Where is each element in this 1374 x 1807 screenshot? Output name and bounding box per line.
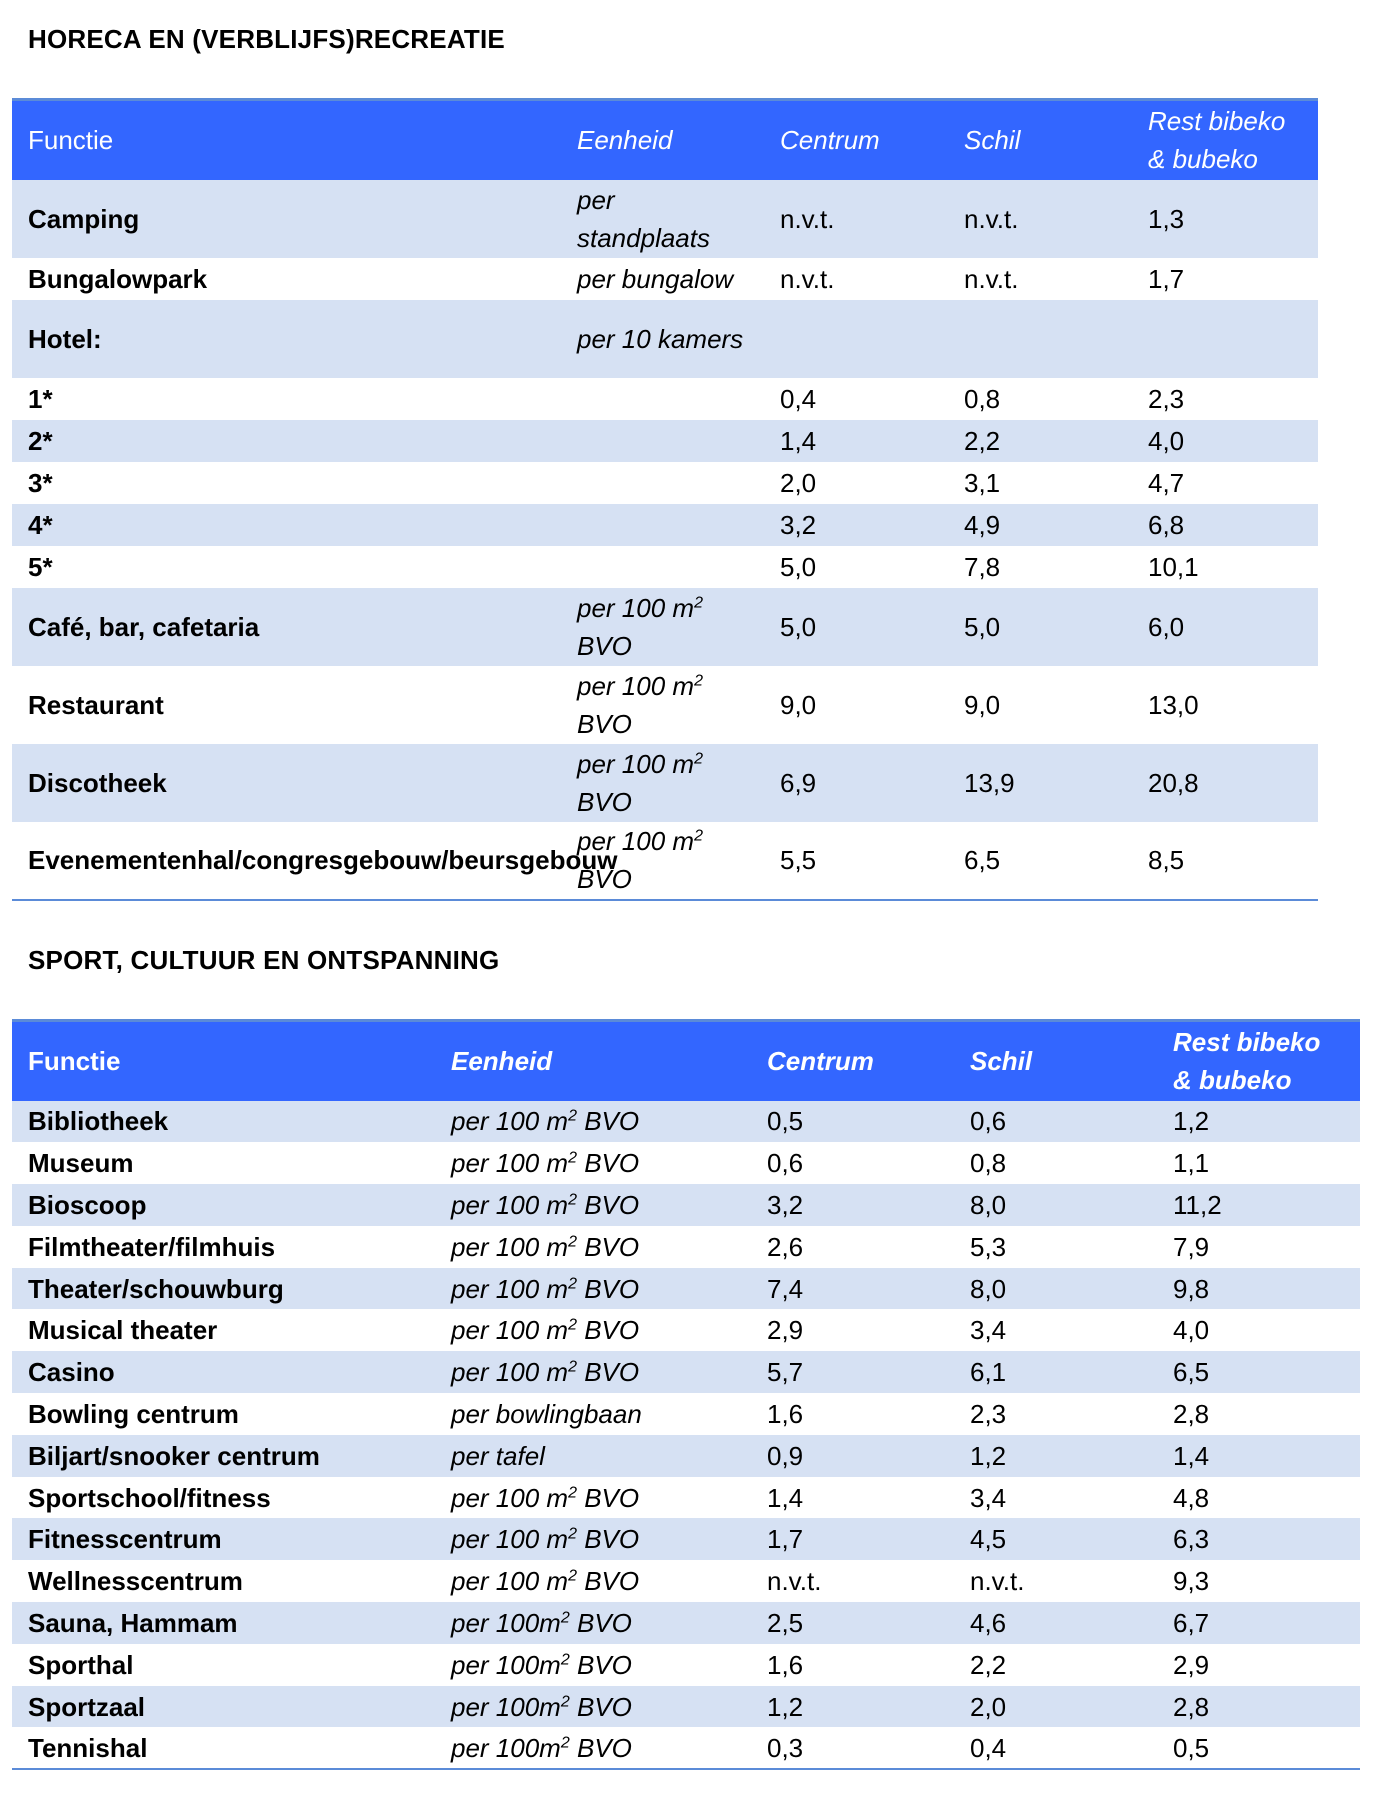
cell-centrum: 0,6 [767, 1148, 804, 1179]
cell-functie: Casino [28, 1357, 115, 1388]
cell-centrum: 7,4 [767, 1273, 804, 1304]
table-row [12, 1226, 1360, 1268]
header-functie: Functie [28, 125, 114, 156]
cell-eenheid [435, 1518, 751, 1560]
unit-text-suffix: BVO [577, 864, 632, 894]
cell-centrum: 5,0 [780, 611, 817, 642]
section-title-sport: SPORT, CULTUUR EN ONTSPANNING [28, 945, 500, 975]
unit-superscript: 2 [560, 1734, 570, 1752]
cell-schil: 5,3 [970, 1231, 1007, 1262]
header-eenheid: Eenheid [577, 125, 673, 156]
unit-text-suffix: BVO [569, 1691, 632, 1722]
unit-text: per 100 m [451, 1189, 569, 1220]
cell-centrum [764, 300, 948, 378]
cell-functie: Bowling centrum [28, 1398, 239, 1429]
cell-rest: 11,2 [1173, 1189, 1222, 1220]
unit-superscript: 2 [568, 1316, 577, 1334]
cell-schil: 6,1 [970, 1357, 1007, 1388]
header-centrum: Centrum [780, 125, 880, 156]
cell-rest: 20,8 [1148, 767, 1199, 798]
header-rest: Rest bibeko & bubeko [1148, 106, 1286, 175]
cell-functie: Bioscoop [28, 1189, 147, 1220]
cell-functie: Biljart/snooker centrum [28, 1440, 320, 1471]
cell-centrum: 3,2 [780, 509, 817, 540]
unit-text-suffix: BVO [576, 1524, 640, 1555]
unit-text: per 100 m [451, 1524, 569, 1555]
cell-rest: 9,8 [1173, 1273, 1210, 1304]
cell-eenheid [435, 1393, 751, 1435]
unit-superscript: 2 [568, 1107, 577, 1125]
unit-text-suffix: BVO [576, 1273, 640, 1304]
section-title-horeca: HORECA EN (VERBLIJFS)RECREATIE [28, 24, 505, 54]
unit-text: per 10 kamers [577, 323, 744, 354]
cell-eenheid [561, 420, 764, 462]
cell-centrum: n.v.t. [780, 203, 835, 234]
table-row [12, 666, 1318, 744]
table-row [12, 300, 1318, 378]
unit-text: per 100 m [577, 670, 695, 701]
table-row [12, 1393, 1360, 1435]
cell-rest: 1,2 [1173, 1106, 1210, 1137]
table-horeca [12, 98, 1318, 901]
table-row [12, 1518, 1360, 1560]
unit-text: per 100 m [451, 1566, 569, 1597]
table-header-row [12, 1021, 1360, 1101]
cell-eenheid [435, 1226, 751, 1268]
unit-text: per 100m [451, 1649, 561, 1680]
cell-functie: Bungalowpark [28, 263, 208, 294]
cell-centrum: 2,0 [780, 467, 817, 498]
cell-centrum: 9,0 [780, 689, 817, 720]
cell-eenheid [435, 1560, 751, 1602]
unit-text-suffix: BVO [576, 1482, 640, 1513]
table-row [12, 1309, 1360, 1351]
cell-schil: 4,6 [970, 1607, 1007, 1638]
cell-functie: Fitnesscentrum [28, 1524, 222, 1555]
cell-eenheid [561, 180, 764, 258]
cell-functie: Theater/schouwburg [28, 1273, 284, 1304]
table-row [12, 462, 1318, 504]
table-header-row [12, 100, 1318, 180]
cell-rest: 4,0 [1148, 425, 1185, 456]
unit-text-suffix: BVO [577, 786, 632, 817]
cell-centrum: 0,9 [767, 1440, 804, 1471]
cell-centrum: 5,5 [780, 845, 817, 875]
table-row [12, 1686, 1360, 1728]
cell-rest: 7,9 [1173, 1231, 1210, 1262]
table-row [12, 180, 1318, 258]
cell-functie: Wellnesscentrum [28, 1566, 243, 1597]
unit-text: per 100 m [577, 748, 695, 779]
cell-rest: 4,8 [1173, 1482, 1210, 1513]
unit-superscript: 2 [568, 1567, 577, 1585]
cell-functie: Sporthal [28, 1649, 134, 1680]
unit-superscript: 2 [560, 1609, 570, 1627]
cell-functie: Discotheek [28, 767, 167, 798]
cell-rest: 6,3 [1173, 1524, 1210, 1555]
cell-rest: 2,9 [1173, 1649, 1210, 1680]
unit-text: per 100 m [451, 1273, 569, 1304]
table-row [12, 1184, 1360, 1226]
cell-eenheid [435, 1268, 751, 1310]
unit-superscript: 2 [560, 1651, 570, 1669]
cell-eenheid [561, 300, 764, 378]
cell-schil: 9,0 [964, 689, 1001, 720]
cell-schil: n.v.t. [964, 203, 1019, 234]
table-row [12, 258, 1318, 300]
cell-schil: 2,2 [964, 425, 1001, 456]
unit-text: per 100 m [451, 1231, 569, 1262]
cell-schil: 4,9 [964, 509, 1001, 540]
cell-rest: 8,5 [1148, 845, 1185, 875]
cell-eenheid [561, 666, 764, 744]
unit-text: per 100 m [577, 826, 695, 856]
unit-superscript: 2 [560, 1692, 570, 1710]
cell-centrum: 2,6 [767, 1231, 804, 1262]
unit-text: per standplaats [577, 184, 710, 253]
cell-functie: Musical theater [28, 1315, 218, 1346]
cell-functie: Tennishal [28, 1732, 148, 1763]
table-row [12, 1560, 1360, 1602]
table-row [12, 1101, 1360, 1143]
cell-eenheid [435, 1602, 751, 1644]
cell-eenheid [561, 462, 764, 504]
cell-functie: 3* [28, 467, 53, 498]
cell-schil: 0,6 [970, 1106, 1007, 1137]
table-row [12, 588, 1318, 666]
cell-centrum: 0,4 [780, 383, 817, 414]
cell-schil: 2,2 [970, 1649, 1007, 1680]
table-row [12, 1268, 1360, 1310]
cell-centrum: 2,9 [767, 1315, 804, 1346]
unit-superscript: 2 [568, 1274, 577, 1292]
cell-centrum: 2,5 [767, 1607, 804, 1638]
unit-text: per 100m [451, 1732, 561, 1763]
cell-functie: Restaurant [28, 689, 164, 720]
cell-schil: 3,1 [964, 467, 1001, 498]
cell-eenheid [435, 1309, 751, 1351]
table-row [12, 504, 1318, 546]
unit-text: per 100m [451, 1691, 561, 1722]
cell-rest: 1,3 [1148, 203, 1185, 234]
table-row [12, 822, 1318, 900]
unit-superscript: 2 [694, 827, 703, 845]
unit-text-suffix: BVO [569, 1607, 632, 1638]
cell-schil: 8,0 [970, 1273, 1007, 1304]
cell-functie: 1* [28, 383, 53, 414]
cell-eenheid [561, 546, 764, 588]
header-functie: Functie [28, 1046, 121, 1077]
table-sport [12, 1019, 1360, 1770]
cell-rest [1132, 300, 1318, 378]
cell-eenheid [435, 1644, 751, 1686]
unit-text-suffix: BVO [576, 1148, 640, 1179]
cell-functie: Sauna, Hammam [28, 1607, 238, 1638]
cell-functie: Bibliotheek [28, 1106, 169, 1137]
cell-eenheid [561, 258, 764, 300]
cell-centrum: 1,4 [767, 1482, 804, 1513]
cell-eenheid [435, 1142, 751, 1184]
cell-centrum: n.v.t. [780, 263, 835, 294]
unit-superscript: 2 [568, 1483, 577, 1501]
cell-functie: Museum [28, 1148, 134, 1179]
cell-schil: 3,4 [970, 1315, 1007, 1346]
cell-rest: 6,8 [1148, 509, 1185, 540]
unit-superscript: 2 [568, 1233, 577, 1251]
table-row [12, 1477, 1360, 1519]
unit-text-suffix: BVO [569, 1649, 632, 1680]
unit-text-suffix: BVO [576, 1566, 640, 1597]
cell-centrum: 0,3 [767, 1732, 804, 1763]
table-row [12, 1435, 1360, 1477]
cell-functie: 4* [28, 509, 53, 540]
cell-centrum: 5,7 [767, 1357, 804, 1388]
unit-superscript: 2 [568, 1149, 577, 1167]
table-row [12, 420, 1318, 462]
cell-centrum: n.v.t. [767, 1566, 822, 1597]
unit-superscript: 2 [694, 749, 703, 767]
header-schil: Schil [964, 125, 1021, 156]
cell-functie: 5* [28, 551, 53, 582]
unit-text-suffix: BVO [577, 708, 632, 739]
cell-rest: 1,7 [1148, 263, 1185, 294]
cell-rest: 6,5 [1173, 1357, 1210, 1388]
cell-schil: 5,0 [964, 611, 1001, 642]
unit-text-suffix: BVO [576, 1106, 640, 1137]
cell-functie: Café, bar, cafetaria [28, 611, 260, 642]
cell-eenheid [561, 744, 764, 822]
cell-schil: 0,8 [970, 1148, 1007, 1179]
cell-rest: 13,0 [1148, 689, 1199, 720]
cell-functie: Sportzaal [28, 1691, 146, 1722]
cell-schil: n.v.t. [970, 1566, 1025, 1597]
cell-eenheid [435, 1686, 751, 1728]
cell-functie: Camping [28, 203, 140, 234]
cell-schil: 0,8 [964, 383, 1001, 414]
header-centrum: Centrum [767, 1046, 874, 1077]
cell-rest: 1,1 [1173, 1148, 1210, 1179]
cell-centrum: 1,2 [767, 1691, 804, 1722]
cell-eenheid [435, 1435, 751, 1477]
unit-text-suffix: BVO [569, 1732, 632, 1763]
cell-eenheid [435, 1477, 751, 1519]
unit-superscript: 2 [568, 1358, 577, 1376]
cell-rest: 2,3 [1148, 383, 1185, 414]
unit-text-suffix: BVO [576, 1231, 640, 1262]
cell-centrum: 1,7 [767, 1524, 804, 1555]
cell-rest: 9,3 [1173, 1566, 1210, 1597]
cell-schil: 1,2 [970, 1440, 1007, 1471]
cell-eenheid [435, 1184, 751, 1226]
cell-schil: 3,4 [970, 1482, 1007, 1513]
cell-rest: 2,8 [1173, 1398, 1210, 1429]
cell-centrum: 6,9 [780, 767, 817, 798]
cell-rest: 4,0 [1173, 1315, 1210, 1346]
cell-schil: 2,0 [970, 1691, 1007, 1722]
cell-eenheid [435, 1351, 751, 1393]
unit-text: per 100 m [451, 1482, 569, 1513]
cell-centrum: 1,4 [780, 425, 817, 456]
cell-eenheid [561, 504, 764, 546]
unit-text: per tafel [451, 1440, 545, 1471]
cell-rest: 4,7 [1148, 467, 1185, 498]
unit-text: per bowlingbaan [451, 1398, 642, 1429]
cell-rest: 6,0 [1148, 611, 1185, 642]
table-row [12, 1644, 1360, 1686]
table-row [12, 1142, 1360, 1184]
cell-functie: Hotel: [28, 323, 102, 354]
cell-schil: 2,3 [970, 1398, 1007, 1429]
table-row [12, 546, 1318, 588]
unit-text: per 100 m [451, 1357, 569, 1388]
cell-schil: n.v.t. [964, 263, 1019, 294]
cell-schil: 8,0 [970, 1189, 1007, 1220]
table-row [12, 1602, 1360, 1644]
cell-rest: 10,1 [1148, 551, 1199, 582]
cell-rest: 6,7 [1173, 1607, 1210, 1638]
cell-rest: 2,8 [1173, 1691, 1210, 1722]
cell-centrum: 0,5 [767, 1106, 804, 1137]
cell-schil: 4,5 [970, 1524, 1007, 1555]
unit-text: per 100m [451, 1607, 561, 1638]
cell-schil [948, 300, 1132, 378]
cell-eenheid [435, 1727, 751, 1769]
cell-schil: 0,4 [970, 1732, 1007, 1763]
cell-rest: 0,5 [1173, 1732, 1210, 1763]
table-row [12, 378, 1318, 420]
unit-text-suffix: BVO [577, 630, 632, 661]
unit-superscript: 2 [694, 671, 703, 689]
cell-schil: 13,9 [964, 767, 1015, 798]
unit-text-suffix: BVO [576, 1315, 640, 1346]
cell-functie: 2* [28, 425, 53, 456]
cell-schil: 7,8 [964, 551, 1001, 582]
unit-superscript: 2 [568, 1525, 577, 1543]
table-row [12, 1727, 1360, 1769]
unit-superscript: 2 [568, 1191, 577, 1209]
cell-functie: Sportschool/fitness [28, 1482, 271, 1513]
cell-centrum: 5,0 [780, 551, 817, 582]
header-schil: Schil [970, 1046, 1033, 1077]
cell-centrum: 1,6 [767, 1398, 804, 1429]
unit-text: per 100 m [451, 1106, 569, 1137]
cell-rest: 1,4 [1173, 1440, 1210, 1471]
header-eenheid: Eenheid [451, 1046, 553, 1077]
cell-centrum: 1,6 [767, 1649, 804, 1680]
unit-text: per 100 m [577, 592, 695, 623]
unit-text: per 100 m [451, 1315, 569, 1346]
unit-text-suffix: BVO [576, 1357, 640, 1388]
cell-eenheid [561, 378, 764, 420]
unit-text: per bungalow [577, 263, 734, 294]
unit-text: per 100 m [451, 1148, 569, 1179]
cell-eenheid [435, 1101, 751, 1143]
cell-functie: Filmtheater/filmhuis [28, 1231, 276, 1262]
unit-superscript: 2 [694, 593, 703, 611]
cell-eenheid [561, 822, 764, 900]
unit-text-suffix: BVO [576, 1189, 640, 1220]
table-row [12, 1351, 1360, 1393]
header-rest: Rest bibeko & bubeko [1173, 1027, 1321, 1096]
cell-functie: Evenementenhal/congresgebouw/beursgebouw [28, 845, 618, 875]
cell-centrum: 3,2 [767, 1189, 804, 1220]
cell-eenheid [561, 588, 764, 666]
table-row [12, 744, 1318, 822]
cell-schil: 6,5 [964, 845, 1001, 875]
